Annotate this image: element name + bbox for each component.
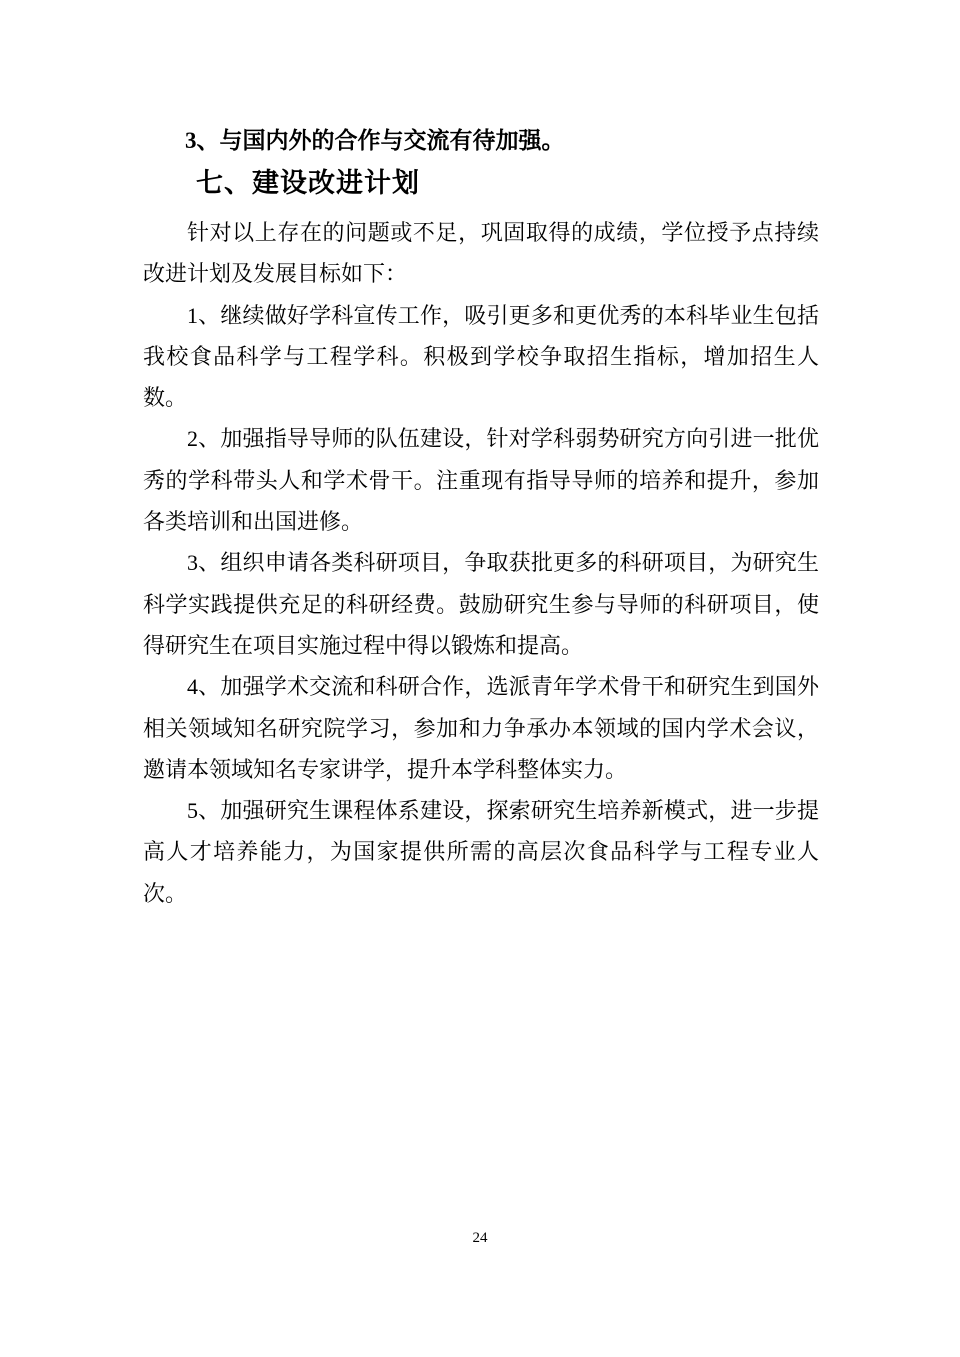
paragraph-plan-item-2: 2、加强指导导师的队伍建设，针对学科弱势研究方向引进一批优秀的学科带头人和学术骨干。注重现有指导导师的培养和提升，参加各类培训和出国进修。 [143, 426, 819, 535]
paragraph-plan-item-1: 1、继续做好学科宣传工作，吸引更多和更优秀的本科毕业生包括我校食品科学与工程学科。积极到学校争取招生指标，增加招生人数。 [143, 302, 819, 411]
subsection-heading: 3、与国内外的合作与交流有待加强。 [185, 128, 565, 153]
paragraph-intro: 针对以上存在的问题或不足，巩固取得的成绩，学位授予点持续改进计划及发展目标如下： [143, 220, 819, 287]
paragraph-plan-item-3: 3、组织申请各类科研项目，争取获批更多的科研项目，为研究生科学实践提供充足的科研经费。鼓励研究生参与导师的科研项目，使得研究生在项目实施过程中得以锻炼和提高。 [143, 550, 819, 658]
page-number: 24 [472, 1230, 488, 1246]
document-content [143, 0, 819, 914]
paragraph-plan-item-4: 4、加强学术交流和科研合作，选派青年学术骨干和研究生到国外相关领域知名研究院学习，参加和力争承办本领域的国内学术会议，邀请本领域知名专家讲学，提升本学科整体实力。 [143, 674, 819, 782]
section-title: 七、建设改进计划 [196, 168, 420, 198]
paragraph-plan-item-5: 5、加强研究生课程体系建设，探索研究生培养新模式，进一步提高人才培养能力，为国家提供所需的高层次食品科学与工程专业人次。 [143, 798, 819, 906]
